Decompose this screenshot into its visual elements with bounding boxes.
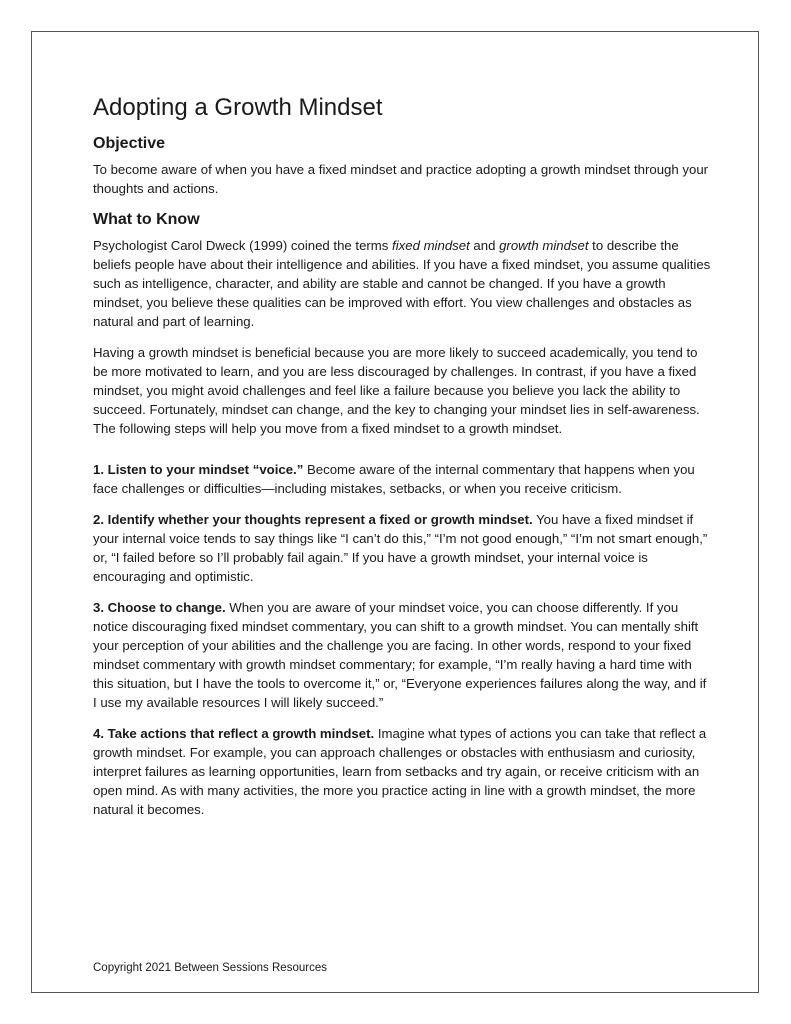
step-2-title: 2. Identify whether your thoughts represent a fixed or growth mindset. <box>93 512 533 527</box>
objective-heading: Objective <box>93 135 166 152</box>
step-3-title: 3. Choose to change. <box>93 600 226 615</box>
objective-text: To become aware of when you have a fixed mindset and practice adopting a growth mindset through your thoughts and actions. <box>93 162 709 196</box>
step-2 <box>93 510 713 586</box>
step-2-text: You have a fixed mindset if your internal voice tends to say things like “I can’t do this,” “I’m not good enough,” “I’m not smart enough,” or, “I failed before so I’ll probably fail again.” If you have a growth mindset, your internal voice is encouraging and optimistic. <box>93 512 708 584</box>
copyright-footer: Copyright 2021 Between Sessions Resources <box>93 962 327 974</box>
step-1-title: 1. Listen to your mindset “voice.” <box>93 462 304 477</box>
step-4 <box>93 724 713 819</box>
step-1-text: Become aware of the internal commentary that happens when you face challenges or difficulties—including mistakes, setbacks, or when you receive criticism. <box>93 462 695 496</box>
what-to-know-heading: What to Know <box>93 211 200 228</box>
paragraph-intro <box>93 236 713 331</box>
step-4-text: Imagine what types of actions you can take that reflect a growth mindset. For example, you can approach challenges or obstacles with enthusiasm and curiosity, interpret failures as learning opportunities, learn from setbacks and try again, or receive criticism with an open mind. As with many activities, the more you practice acting in line with a growth mindset, the more natural it becomes. <box>93 726 707 817</box>
section-spacer <box>93 450 713 460</box>
step-1 <box>93 460 713 498</box>
term-growth-mindset: growth mindset <box>499 238 589 253</box>
step-3 <box>93 598 713 712</box>
step-4-title: 4. Take actions that reflect a growth mindset. <box>93 726 375 741</box>
step-3-text: When you are aware of your mindset voice, you can choose differently. If you notice discouraging fixed mindset commentary, you can shift to a growth mindset. You can mentally shift your perception of your abilities and the challenge you are facing. In other words, respond to your fixed mindset commentary with growth mindset commentary; for example, “I’m really having a hard time with this situation, but I have the tools to overcome it,” or, “Everyone experiences failures along the way, and if I use my available resources I will likely succeed.” <box>93 600 707 710</box>
paragraph-benefits: Having a growth mindset is beneficial because you are more likely to succeed academically, you tend to be more motivated to learn, and you are less discouraged by challenges. In contrast, if you have a fixed mindset, you might avoid challenges and feel like a failure because you believe you lack the ability to succeed. Fortunately, mindset can change, and the key to changing your mindset lies in self-awareness. The following steps will help you move from a fixed mindset to a growth mindset. <box>93 345 700 436</box>
paragraph-intro-b: to describe the beliefs people have about their intelligence and abilities. If you have a fixed mindset, you assume qualities such as intelligence, character, and ability are stable and cannot be changed. If you have a growth mindset, you believe these qualities can be improved with effort. You view challenges and obstacles as natural and part of learning. <box>93 238 711 329</box>
paragraph-intro-and: and <box>469 238 500 253</box>
term-fixed-mindset: fixed mindset <box>392 238 470 253</box>
document-body <box>93 94 713 831</box>
document-title: Adopting a Growth Mindset <box>93 94 383 121</box>
paragraph-intro-a: Psychologist Carol Dweck (1999) coined the terms <box>93 238 393 253</box>
